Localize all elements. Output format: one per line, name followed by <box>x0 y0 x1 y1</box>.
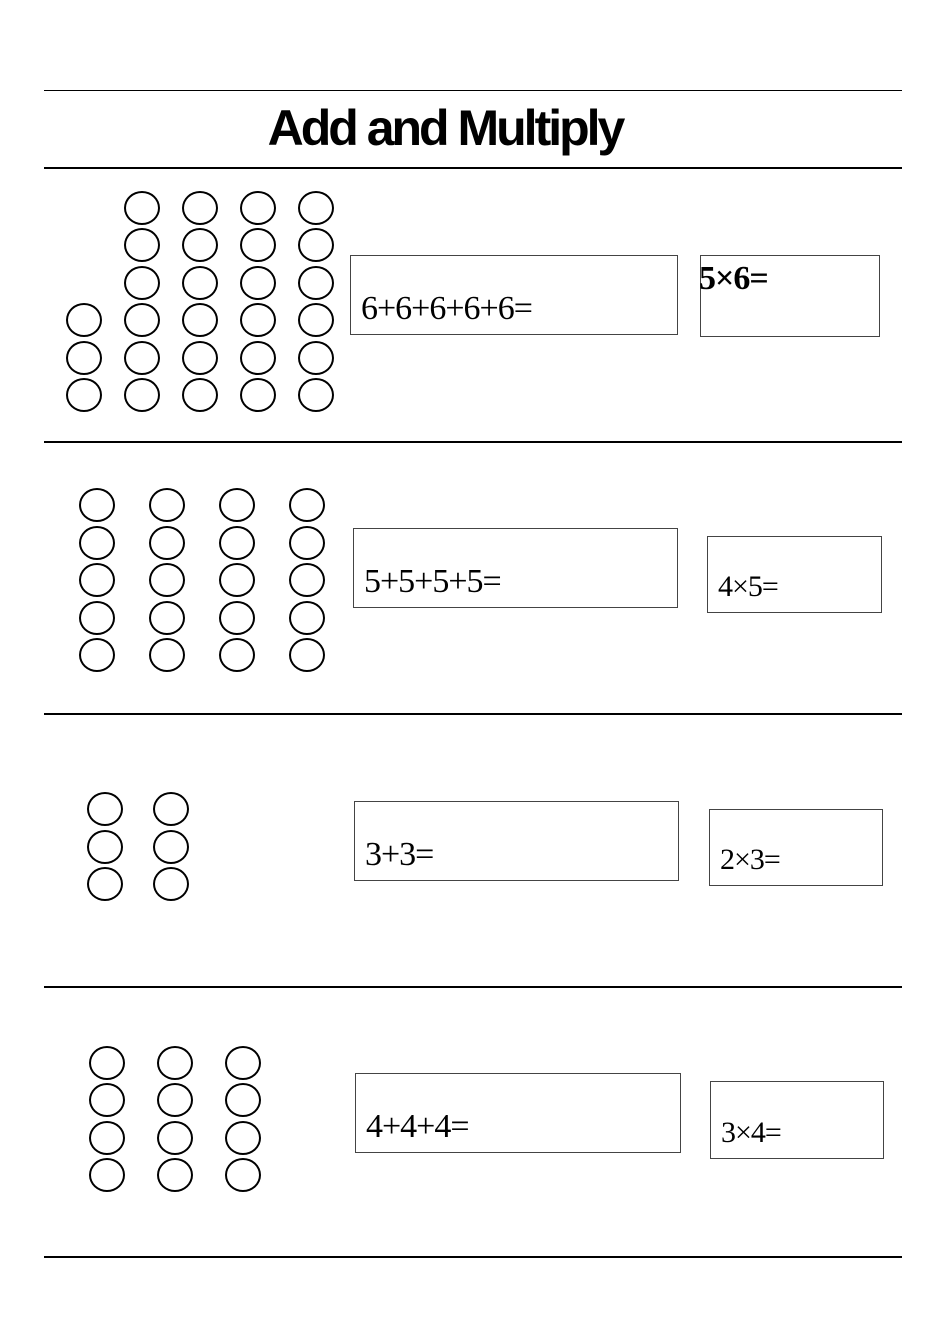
counting-circle <box>157 1083 193 1117</box>
counting-circle <box>89 1121 125 1155</box>
counting-circle <box>157 1046 193 1080</box>
counting-circle <box>153 867 189 901</box>
counting-circle <box>153 830 189 864</box>
counting-circle <box>289 563 325 597</box>
row-divider-2 <box>44 441 902 443</box>
addition-box-3[interactable] <box>354 801 679 881</box>
row-divider-1 <box>44 167 902 169</box>
counting-circle <box>219 488 255 522</box>
counting-circle <box>219 526 255 560</box>
counting-circle <box>149 638 185 672</box>
addition-box-2[interactable] <box>353 528 678 608</box>
counting-circle <box>157 1121 193 1155</box>
counting-circle <box>153 792 189 826</box>
multiplication-box-2[interactable] <box>707 536 882 613</box>
counting-circle <box>289 526 325 560</box>
multiplication-text-2: 4×5= <box>718 570 778 603</box>
bottom-rule <box>44 1256 902 1258</box>
addition-text-2: 5+5+5+5= <box>364 563 501 600</box>
multiplication-box-1[interactable] <box>700 255 880 337</box>
counting-circle <box>157 1158 193 1192</box>
counting-circle <box>240 303 276 337</box>
counting-circle <box>289 638 325 672</box>
counting-circle <box>124 303 160 337</box>
counting-circle <box>89 1158 125 1192</box>
counting-circle <box>79 526 115 560</box>
multiplication-text-1: 5×6= <box>699 260 768 297</box>
counting-circle <box>66 303 102 337</box>
counting-circle <box>219 638 255 672</box>
counting-circle <box>225 1083 261 1117</box>
counting-circle <box>182 341 218 375</box>
addition-text-4: 4+4+4= <box>366 1108 469 1145</box>
counting-circle <box>298 191 334 225</box>
counting-circle <box>182 378 218 412</box>
counting-circle <box>149 601 185 635</box>
counting-circle <box>182 266 218 300</box>
counting-circle <box>240 228 276 262</box>
counting-circle <box>298 266 334 300</box>
counting-circle <box>89 1046 125 1080</box>
counting-circle <box>149 563 185 597</box>
addition-box-1[interactable] <box>350 255 678 335</box>
counting-circle <box>87 830 123 864</box>
counting-circle <box>124 228 160 262</box>
counting-circle <box>66 378 102 412</box>
page-title: Add and Multiply <box>267 100 623 156</box>
counting-circle <box>240 341 276 375</box>
counting-circle <box>240 191 276 225</box>
top-rule <box>44 90 902 91</box>
counting-circle <box>79 638 115 672</box>
counting-circle <box>124 191 160 225</box>
counting-circle <box>124 341 160 375</box>
multiplication-box-3[interactable] <box>709 809 883 886</box>
counting-circle <box>225 1158 261 1192</box>
counting-circle <box>124 266 160 300</box>
counting-circle <box>149 488 185 522</box>
counting-circle <box>225 1046 261 1080</box>
counting-circle <box>298 228 334 262</box>
counting-circle <box>289 601 325 635</box>
multiplication-text-4: 3×4= <box>721 1116 781 1149</box>
addition-text-1: 6+6+6+6+6= <box>361 290 532 327</box>
counting-circle <box>289 488 325 522</box>
counting-circle <box>298 303 334 337</box>
counting-circle <box>182 303 218 337</box>
counting-circle <box>66 341 102 375</box>
counting-circle <box>240 266 276 300</box>
counting-circle <box>225 1121 261 1155</box>
counting-circle <box>298 378 334 412</box>
counting-circle <box>87 867 123 901</box>
multiplication-box-4[interactable] <box>710 1081 884 1159</box>
counting-circle <box>219 563 255 597</box>
row-divider-3 <box>44 713 902 715</box>
counting-circle <box>79 601 115 635</box>
counting-circle <box>87 792 123 826</box>
counting-circle <box>182 228 218 262</box>
counting-circle <box>298 341 334 375</box>
counting-circle <box>149 526 185 560</box>
counting-circle <box>240 378 276 412</box>
counting-circle <box>79 563 115 597</box>
counting-circle <box>124 378 160 412</box>
addition-text-3: 3+3= <box>365 836 434 873</box>
counting-circle <box>182 191 218 225</box>
multiplication-text-3: 2×3= <box>720 843 780 876</box>
addition-box-4[interactable] <box>355 1073 681 1153</box>
counting-circle <box>79 488 115 522</box>
row-divider-4 <box>44 986 902 988</box>
counting-circle <box>219 601 255 635</box>
counting-circle <box>89 1083 125 1117</box>
